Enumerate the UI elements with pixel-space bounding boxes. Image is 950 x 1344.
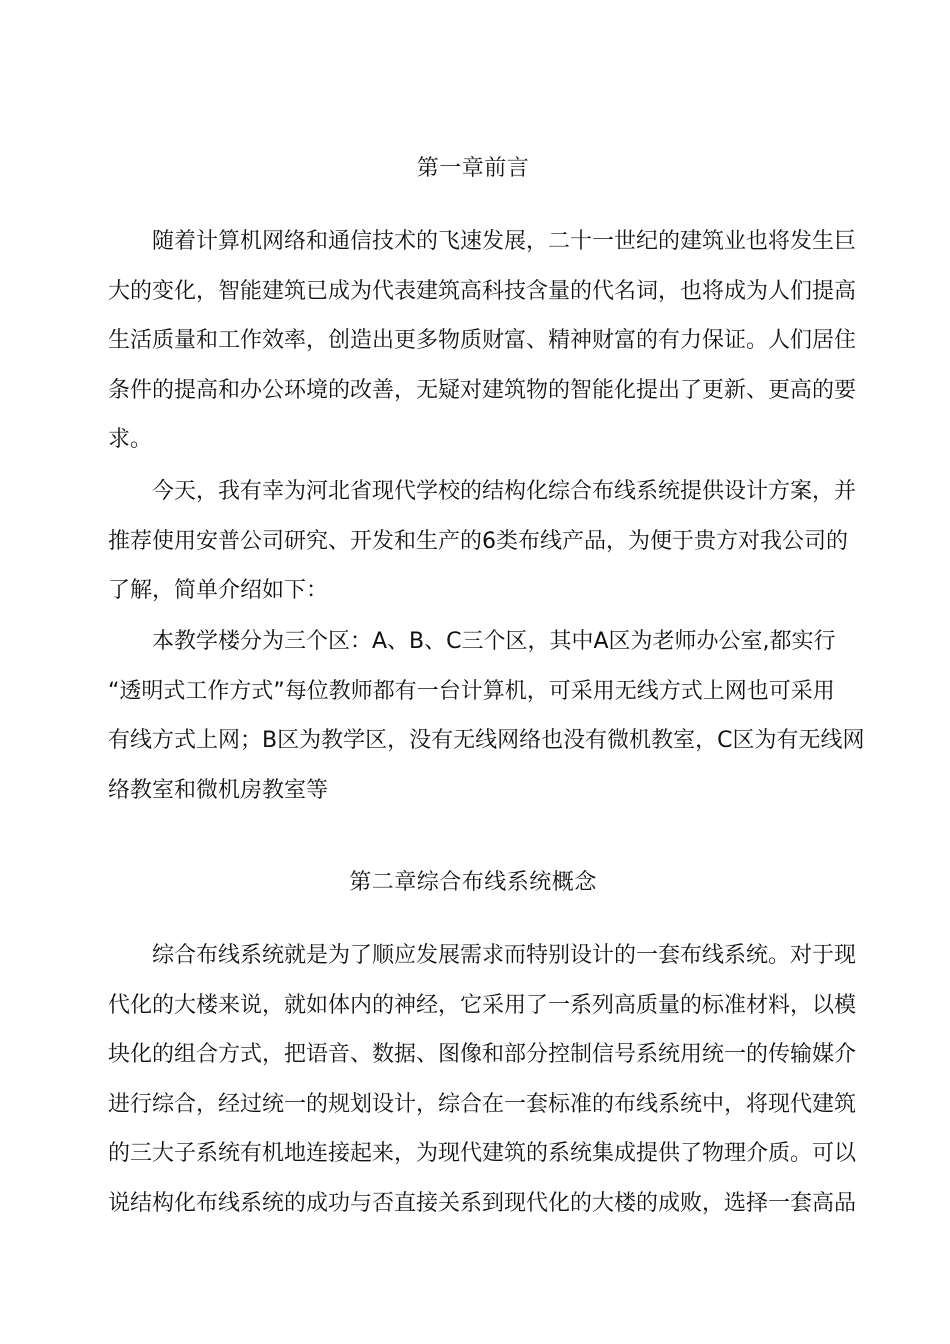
text-line: 的三大子系统有机地连接起来，为现代建筑的系统集成提供了物理介质。可以 <box>108 1141 857 1166</box>
text-line: 说结构化布线系统的成功与否直接关系到现代化的大楼的成败，选择一套高品 <box>108 1190 857 1216</box>
text-line: 综合布线系统就是为了顺应发展需求而特别设计的一套布线系统。对于现 <box>152 943 857 968</box>
chapter-1-paragraph-2 <box>108 467 857 616</box>
text-line: 大的变化，智能建筑已成为代表建筑高科技含量的代名词，也将成为人们提高 <box>108 278 857 304</box>
text-line: 代化的大楼来说，就如体内的神经，它采用了一系列高质量的标准材料，以模 <box>108 992 857 1018</box>
text-line: 条件的提高和办公环境的改善，无疑对建筑物的智能化提出了更新、更高的要 <box>108 377 857 403</box>
text-line: 进行综合，经过统一的规划设计，综合在一套标准的布线系统中，将现代建筑 <box>108 1091 857 1117</box>
text-line: 生活质量和工作效率，创造出更多物质财富、精神财富的有力保证。人们居住 <box>108 328 857 353</box>
text-line: 了解，简单介绍如下： <box>108 578 329 603</box>
text-line: 有线方式上网；B区为教学区，没有无线网络也没有微机教室，C区为有无线网 <box>108 728 865 753</box>
text-line: 推荐使用安普公司研究、开发和生产的6类布线产品，为便于贵方对我公司的 <box>108 528 848 554</box>
text-line: 本教学楼分为三个区：A、B、C三个区，其中A区为老师办公室,都实行 <box>152 629 836 654</box>
chapter-2-title: 第二章综合布线系统概念 <box>349 870 597 895</box>
text-line: 随着计算机网络和通信技术的飞速发展，二十一世纪的建筑业也将发生巨 <box>152 229 857 254</box>
chapter-2-paragraph-1 <box>108 931 857 1228</box>
chapter-1-title: 第一章前言 <box>416 156 530 181</box>
chapter-1-paragraph-1 <box>108 217 857 465</box>
text-line: 络教室和微机房教室等 <box>108 777 329 803</box>
text-line: 块化的组合方式，把语音、数据、图像和部分控制信号系统用统一的传输媒介 <box>108 1042 857 1067</box>
text-line: 求。 <box>108 427 153 452</box>
text-line: “透明式工作方式”每位教师都有一台计算机，可采用无线方式上网也可采用 <box>108 678 835 704</box>
text-line: 今天，我有幸为河北省现代学校的结构化综合布线系统提供设计方案，并 <box>152 479 857 504</box>
chapter-1-paragraph-3 <box>108 617 865 815</box>
